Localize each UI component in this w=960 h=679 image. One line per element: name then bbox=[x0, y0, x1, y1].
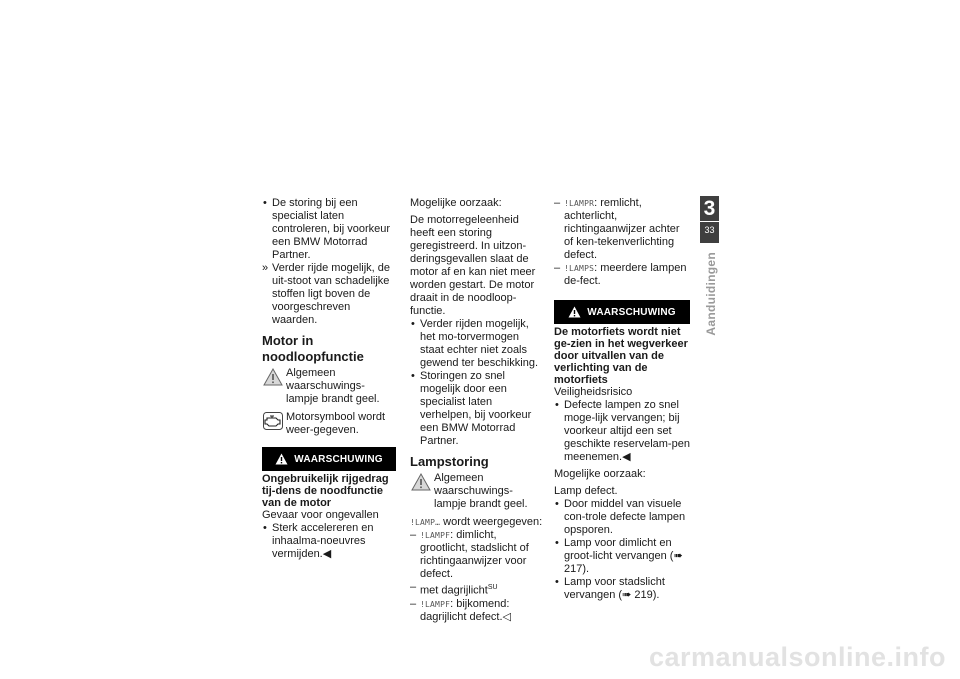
display-code: !LAMPF bbox=[420, 531, 451, 540]
cause-label: Mogelijke oorzaak: bbox=[554, 468, 646, 480]
list-item: • Defecte lampen zo snel moge-lijk vervangen; bij voorkeur altijd een set geschikte reservelam-pen meenemen.◀ bbox=[554, 399, 690, 464]
dash-item: – !LAMPF: bijkomend: dagrijlicht defect.◁ bbox=[410, 598, 544, 624]
list-item: • Sterk accelereren en inhaalma-noeuvres vermijden.◀ bbox=[262, 522, 396, 561]
warning-banner bbox=[554, 300, 690, 324]
display-code: !LAMP… bbox=[410, 518, 441, 527]
section-name: Aanduidingen bbox=[704, 252, 718, 336]
superscript-note: SU bbox=[487, 584, 498, 591]
display-line: !LAMP… wordt weergegeven: bbox=[410, 516, 543, 528]
indicator-row bbox=[410, 472, 544, 511]
warning-banner bbox=[262, 447, 396, 471]
list-item: • Lamp voor stadslicht vervangen (➠ 219). bbox=[554, 576, 690, 602]
divider bbox=[700, 221, 719, 222]
list-item: • Verder rijden mogelijk, het mo-torvermogen staat echter niet zoals gewend ter beschikking. bbox=[410, 318, 544, 370]
indicator-text: Algemeen waarschuwings-lampje brandt geel. bbox=[286, 367, 380, 405]
dash-item: – !LAMPS: meerdere lampen de-fect. bbox=[554, 262, 690, 288]
chapter-tab bbox=[700, 196, 719, 243]
warning-title: Ongebruikelijk rijgedrag tij-dens de noodfunctie van de motor bbox=[262, 473, 389, 509]
display-code: !LAMPF bbox=[420, 599, 451, 609]
indicator-row bbox=[262, 411, 396, 437]
indicator-text: Algemeen waarschuwings-lampje brandt geel. bbox=[434, 472, 528, 510]
page-number: 33 bbox=[704, 225, 715, 235]
section-heading-lampstoring: Lampstoring bbox=[410, 454, 489, 469]
display-code: !LAMPR bbox=[564, 199, 595, 208]
section-side-label bbox=[704, 252, 718, 362]
indicator-row bbox=[262, 367, 396, 406]
warning-triangle-icon bbox=[262, 367, 284, 387]
warning-label: WAARSCHUWING bbox=[587, 306, 676, 318]
dash-item: – !LAMPR: remlicht, achterlicht, richtingaanwijzer achter of ken-tekenverlichting defect. bbox=[554, 197, 690, 262]
warning-title: De motorfiets wordt niet ge-zien in het wegverkeer door uitvallen van de verlichting van de motorfiets bbox=[554, 326, 688, 386]
column-middle bbox=[410, 197, 544, 624]
warning-label: WAARSCHUWING bbox=[294, 453, 383, 465]
chapter-number: 3 bbox=[703, 197, 716, 220]
section-heading-noodloop: Motor in noodloopfunctie bbox=[262, 333, 364, 364]
warning-triangle-icon bbox=[275, 453, 288, 465]
warning-text: Gevaar voor ongevallen bbox=[262, 509, 379, 521]
cause-label: Mogelijke oorzaak: bbox=[410, 197, 502, 209]
cause-text: Lamp defect. bbox=[554, 485, 618, 497]
warning-text: Veiligheidsrisico bbox=[554, 386, 633, 398]
indicator-text: Motorsymbool wordt weer-gegeven. bbox=[286, 411, 386, 436]
warning-triangle-icon bbox=[410, 472, 432, 492]
watermark: carmanualsonline.info bbox=[648, 642, 946, 672]
list-item: • Storingen zo snel mogelijk door een specialist laten verhelpen, bij voorkeur een BMW Motorrad Partner. bbox=[410, 370, 544, 448]
list-item: • Lamp voor dimlicht en groot-licht vervangen (➠ 217). bbox=[554, 537, 690, 576]
warning-triangle-icon bbox=[568, 306, 581, 318]
engine-icon bbox=[262, 411, 284, 431]
list-item: • De storing bij een specialist laten controleren, bij voorkeur een BMW Motorrad Partner. bbox=[262, 197, 396, 262]
display-code: !LAMPS bbox=[564, 264, 595, 273]
dash-item: – !LAMPF: dimlicht, grootlicht, stadslicht of richtingaanwijzer voor defect. bbox=[410, 529, 544, 581]
dash-item: – met dagrijlicht$^{SU}$ bbox=[410, 581, 544, 598]
cause-text: De motorregeleenheid heeft een storing geregistreerd. In uitzon-deringsgevallen slaat de motor af en kan niet meer worden gestart. De motor draait in de noodloop-functie. bbox=[410, 214, 536, 317]
list-item: • Door middel van visuele con-trole defecte lampen opsporen. bbox=[554, 498, 690, 537]
action-item: » Verder rijde mogelijk, de uit-stoot van schadelijke stoffen ligt boven de voorgeschreven waarden. bbox=[262, 262, 396, 327]
column-left bbox=[262, 197, 396, 561]
column-right bbox=[554, 197, 690, 602]
